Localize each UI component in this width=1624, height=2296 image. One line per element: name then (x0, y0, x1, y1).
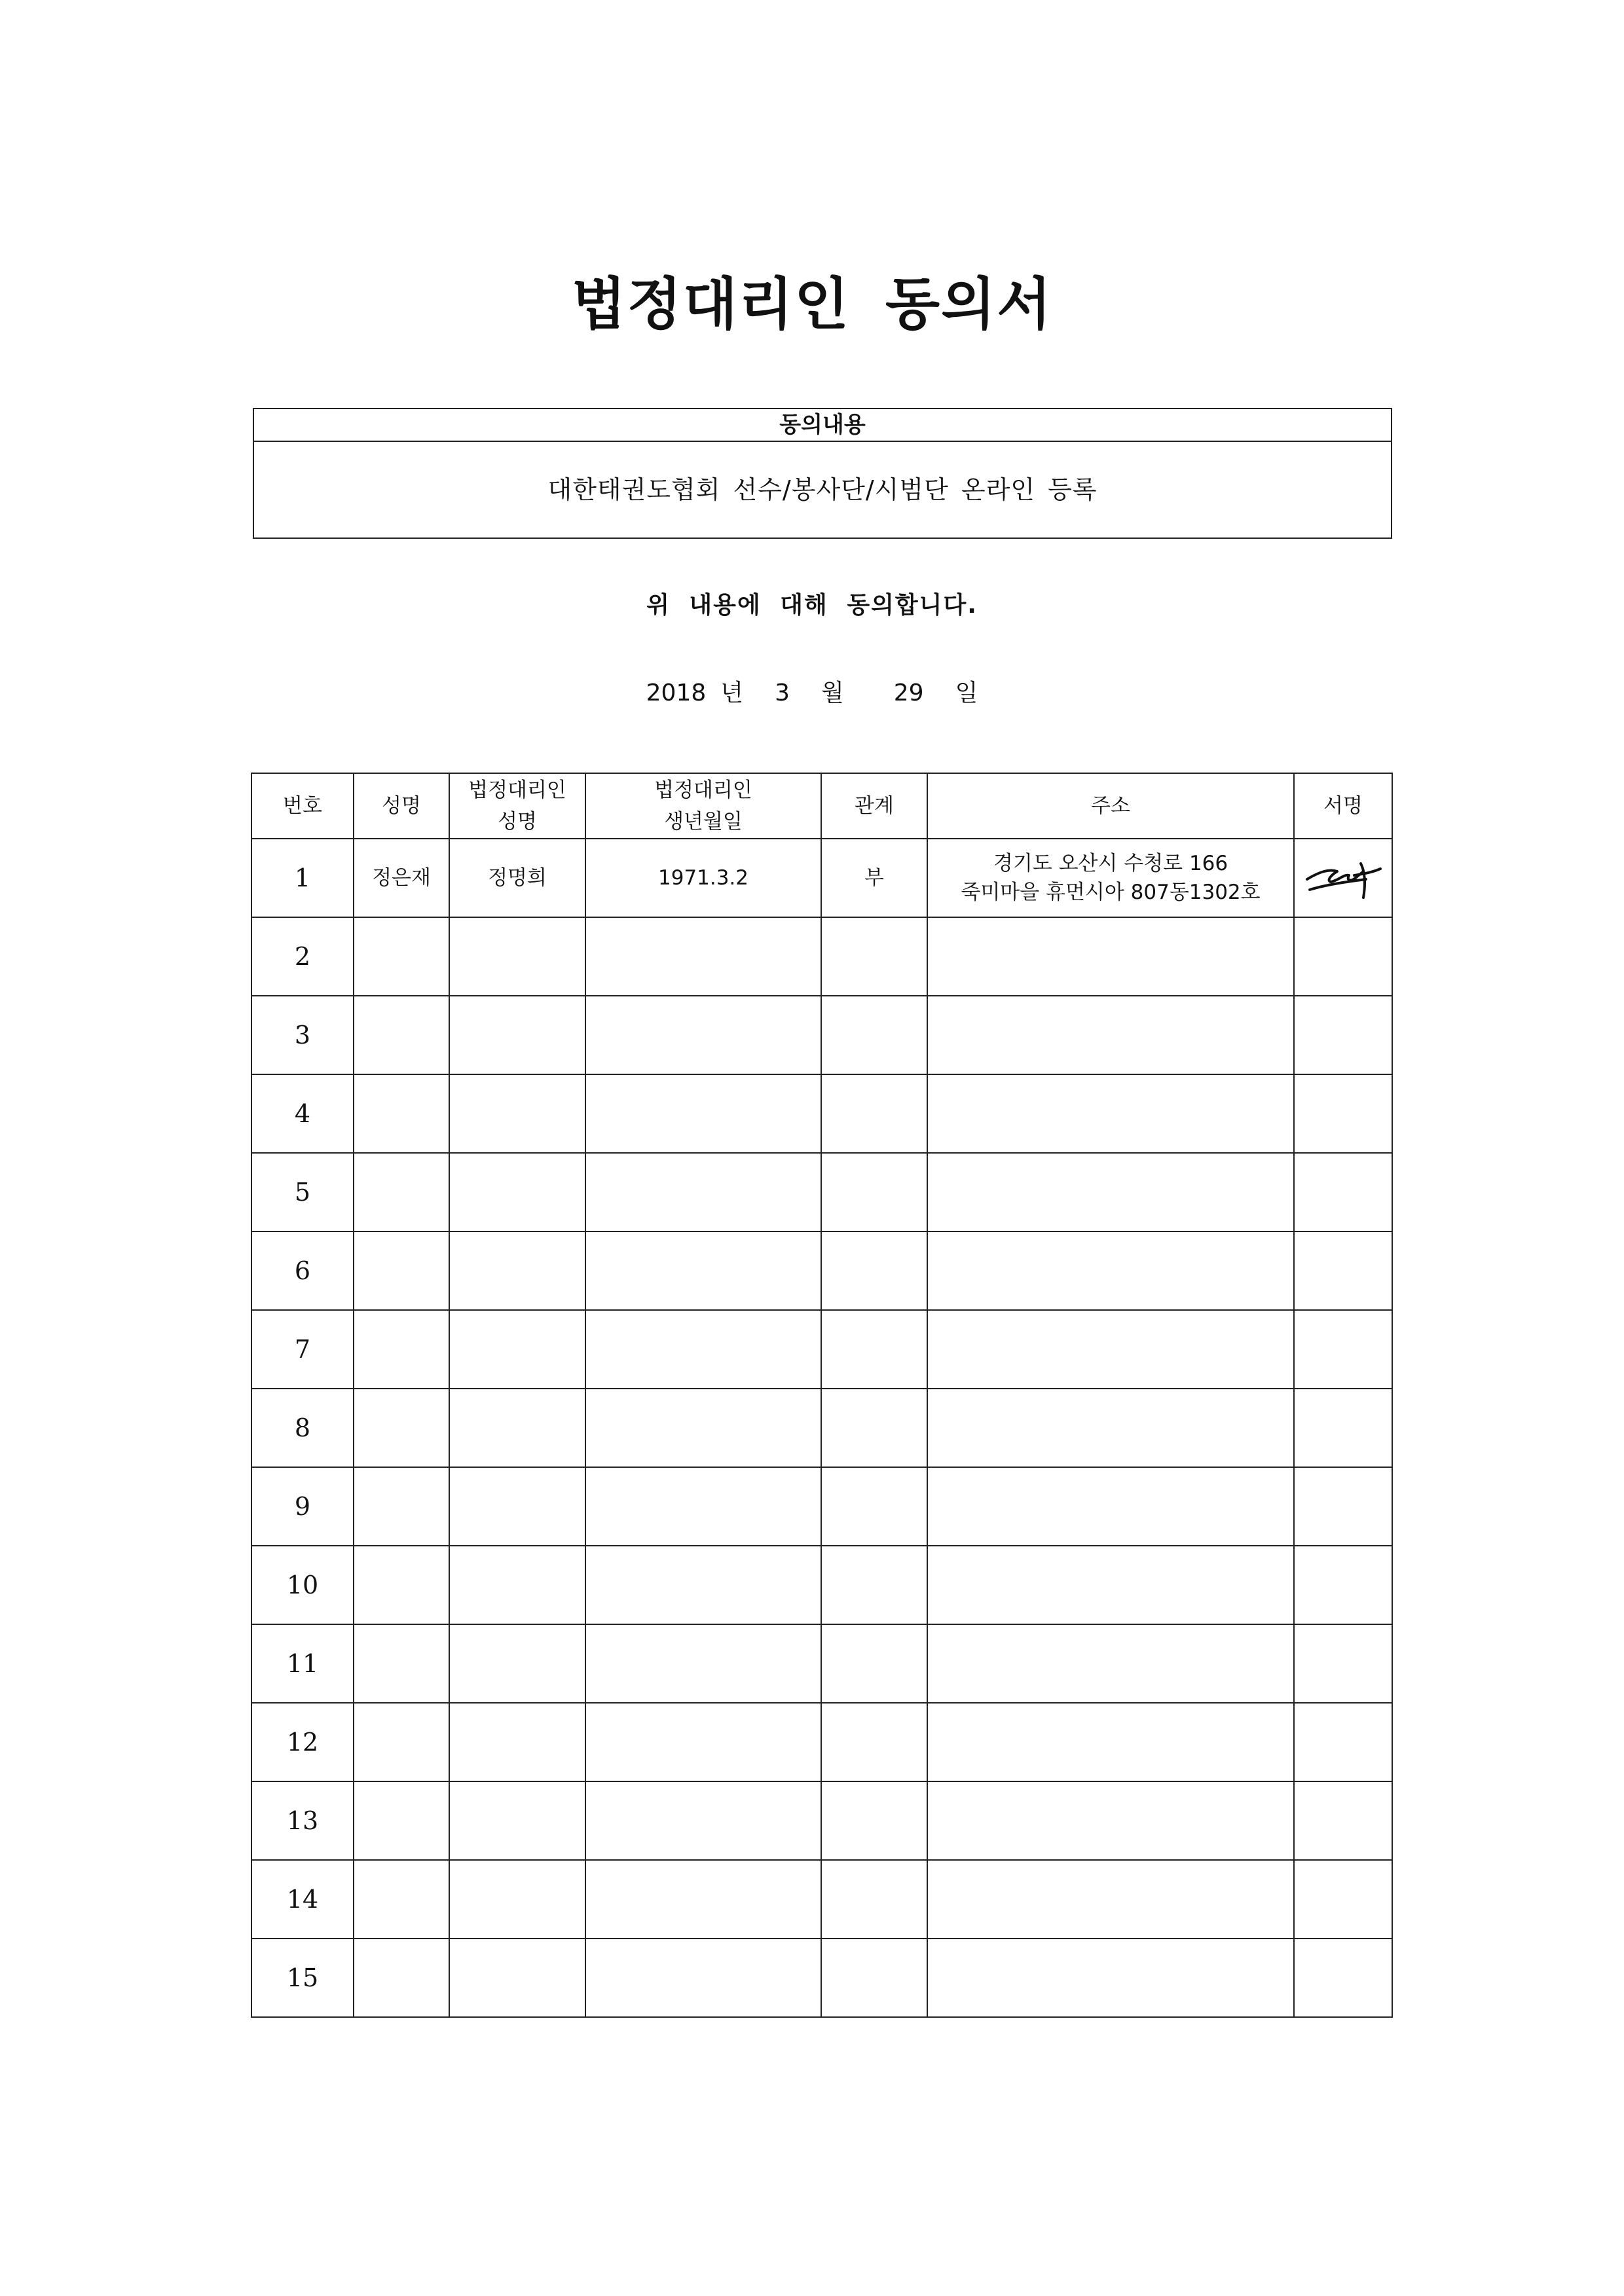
cell-relation (821, 1389, 927, 1467)
cell-address (927, 1467, 1294, 1546)
cell-name (354, 1389, 449, 1467)
table-row (251, 1624, 1392, 1703)
cell-guardian-birth (585, 1074, 821, 1153)
header-guardian-birth-line2: 생년월일 (664, 810, 743, 833)
cell-name (354, 1781, 449, 1860)
cell-guardian-name (449, 1153, 585, 1231)
header-guardian-name-line1: 법정대리인 (468, 778, 566, 802)
cell-address (927, 1781, 1294, 1860)
cell-guardian-name (449, 1939, 585, 2017)
cell-guardian-birth (585, 1860, 821, 1939)
cell-signature (1294, 996, 1392, 1074)
cell-name (354, 1467, 449, 1546)
cell-guardian-birth (585, 1231, 821, 1310)
table-row (251, 1389, 1392, 1467)
cell-guardian-name (449, 1703, 585, 1781)
cell-number: 2 (251, 917, 354, 996)
guardian-roster-table (251, 773, 1393, 2018)
cell-number: 4 (251, 1074, 354, 1153)
cell-guardian-birth (585, 1624, 821, 1703)
table-header-row (251, 773, 1392, 839)
document-title: 법정대리인 동의서 (571, 272, 1053, 337)
table-row (251, 1546, 1392, 1624)
cell-address (927, 1939, 1294, 2017)
cell-name (354, 1074, 449, 1153)
cell-name (354, 1703, 449, 1781)
header-signature: 서명 (1294, 773, 1392, 839)
cell-signature (1294, 1310, 1392, 1389)
cell-guardian-birth (585, 1939, 821, 2017)
cell-guardian-name (449, 1546, 585, 1624)
cell-guardian-birth (585, 1546, 821, 1624)
cell-relation (821, 996, 927, 1074)
cell-number: 12 (251, 1703, 354, 1781)
cell-address (927, 1860, 1294, 1939)
header-guardian-name-line2: 성명 (498, 810, 537, 833)
cell-number: 8 (251, 1389, 354, 1467)
cell-guardian-birth (585, 996, 821, 1074)
cell-guardian-birth (585, 1781, 821, 1860)
header-name: 성명 (354, 773, 449, 839)
table-row (251, 1939, 1392, 2017)
header-guardian-birth-line1: 법정대리인 (654, 778, 752, 802)
cell-signature (1294, 1703, 1392, 1781)
header-guardian-birth (585, 773, 821, 839)
cell-guardian-birth (585, 1153, 821, 1231)
date-day-unit: 일 (955, 680, 978, 706)
date-year: 2018 (646, 680, 707, 706)
cell-guardian-birth: 1971.3.2 (585, 839, 821, 917)
cell-number: 10 (251, 1546, 354, 1624)
table-row (251, 1310, 1392, 1389)
cell-number: 14 (251, 1860, 354, 1939)
cell-number: 5 (251, 1153, 354, 1231)
cell-number: 11 (251, 1624, 354, 1703)
cell-relation: 부 (821, 839, 927, 917)
date-month: 3 (775, 680, 790, 706)
cell-guardian-name (449, 1781, 585, 1860)
cell-number: 7 (251, 1310, 354, 1389)
cell-relation (821, 1467, 927, 1546)
table-row (251, 917, 1392, 996)
cell-signature (1294, 1074, 1392, 1153)
cell-address (927, 1231, 1294, 1310)
consent-header: 동의내용 (254, 409, 1391, 442)
cell-signature (1294, 1546, 1392, 1624)
cell-name (354, 1310, 449, 1389)
address-line1: 경기도 오산시 수청로 166 (993, 852, 1228, 875)
cell-address (927, 1153, 1294, 1231)
date-day: 29 (893, 680, 924, 706)
cell-guardian-birth (585, 917, 821, 996)
cell-number: 3 (251, 996, 354, 1074)
cell-number: 13 (251, 1781, 354, 1860)
cell-number: 6 (251, 1231, 354, 1310)
address-line2: 죽미마을 휴먼시아 807동1302호 (961, 881, 1261, 904)
cell-address (927, 917, 1294, 996)
table-row (251, 839, 1392, 917)
cell-name (354, 917, 449, 996)
header-relation: 관계 (821, 773, 927, 839)
cell-guardian-name (449, 1074, 585, 1153)
cell-guardian-birth (585, 1703, 821, 1781)
cell-relation (821, 917, 927, 996)
cell-relation (821, 1153, 927, 1231)
cell-relation (821, 1074, 927, 1153)
table-row (251, 1860, 1392, 1939)
cell-guardian-birth (585, 1310, 821, 1389)
date-month-unit: 월 (821, 680, 844, 706)
cell-signature (1294, 1231, 1392, 1310)
cell-name: 정은재 (354, 839, 449, 917)
signature-image (1301, 852, 1386, 904)
cell-guardian-name (449, 996, 585, 1074)
cell-signature (1294, 1781, 1392, 1860)
cell-name (354, 1546, 449, 1624)
cell-relation (821, 1939, 927, 2017)
table-row (251, 1231, 1392, 1310)
cell-relation (821, 1310, 927, 1389)
cell-relation (821, 1703, 927, 1781)
cell-address (927, 1546, 1294, 1624)
cell-relation (821, 1624, 927, 1703)
cell-guardian-name: 정명희 (449, 839, 585, 917)
table-row (251, 996, 1392, 1074)
consent-content: 대한태권도협회 선수/봉사단/시범단 온라인 등록 (547, 475, 1098, 504)
table-row (251, 1703, 1392, 1781)
cell-guardian-name (449, 1310, 585, 1389)
cell-address (927, 1703, 1294, 1781)
cell-name (354, 1231, 449, 1310)
cell-signature (1294, 1860, 1392, 1939)
cell-name (354, 1860, 449, 1939)
cell-guardian-name (449, 1389, 585, 1467)
header-address: 주소 (927, 773, 1294, 839)
table-row (251, 1467, 1392, 1546)
cell-signature (1294, 839, 1392, 917)
cell-address (927, 1310, 1294, 1389)
cell-name (354, 996, 449, 1074)
table-row (251, 1781, 1392, 1860)
cell-relation (821, 1781, 927, 1860)
table-row (251, 1153, 1392, 1231)
table-row (251, 1074, 1392, 1153)
cell-guardian-name (449, 1467, 585, 1546)
cell-name (354, 1153, 449, 1231)
cell-guardian-name (449, 1231, 585, 1310)
cell-guardian-birth (585, 1389, 821, 1467)
cell-number: 9 (251, 1467, 354, 1546)
signing-date (0, 674, 1624, 708)
cell-name (354, 1939, 449, 2017)
cell-signature (1294, 1389, 1392, 1467)
cell-guardian-name (449, 1624, 585, 1703)
cell-relation (821, 1860, 927, 1939)
cell-address (927, 1624, 1294, 1703)
cell-address (927, 1389, 1294, 1467)
header-number: 번호 (251, 773, 354, 839)
cell-address (927, 996, 1294, 1074)
header-guardian-name (449, 773, 585, 839)
cell-signature (1294, 1939, 1392, 2017)
agreement-statement: 위 내용에 대해 동의합니다. (646, 592, 978, 619)
cell-signature (1294, 1624, 1392, 1703)
cell-address (927, 839, 1294, 917)
date-year-unit: 년 (720, 680, 744, 706)
cell-guardian-name (449, 1860, 585, 1939)
cell-signature (1294, 1467, 1392, 1546)
cell-guardian-name (449, 917, 585, 996)
cell-guardian-birth (585, 1467, 821, 1546)
cell-signature (1294, 1153, 1392, 1231)
cell-signature (1294, 917, 1392, 996)
cell-name (354, 1624, 449, 1703)
consent-box (253, 408, 1392, 539)
cell-relation (821, 1546, 927, 1624)
cell-address (927, 1074, 1294, 1153)
cell-number: 15 (251, 1939, 354, 2017)
cell-relation (821, 1231, 927, 1310)
cell-number: 1 (251, 839, 354, 917)
